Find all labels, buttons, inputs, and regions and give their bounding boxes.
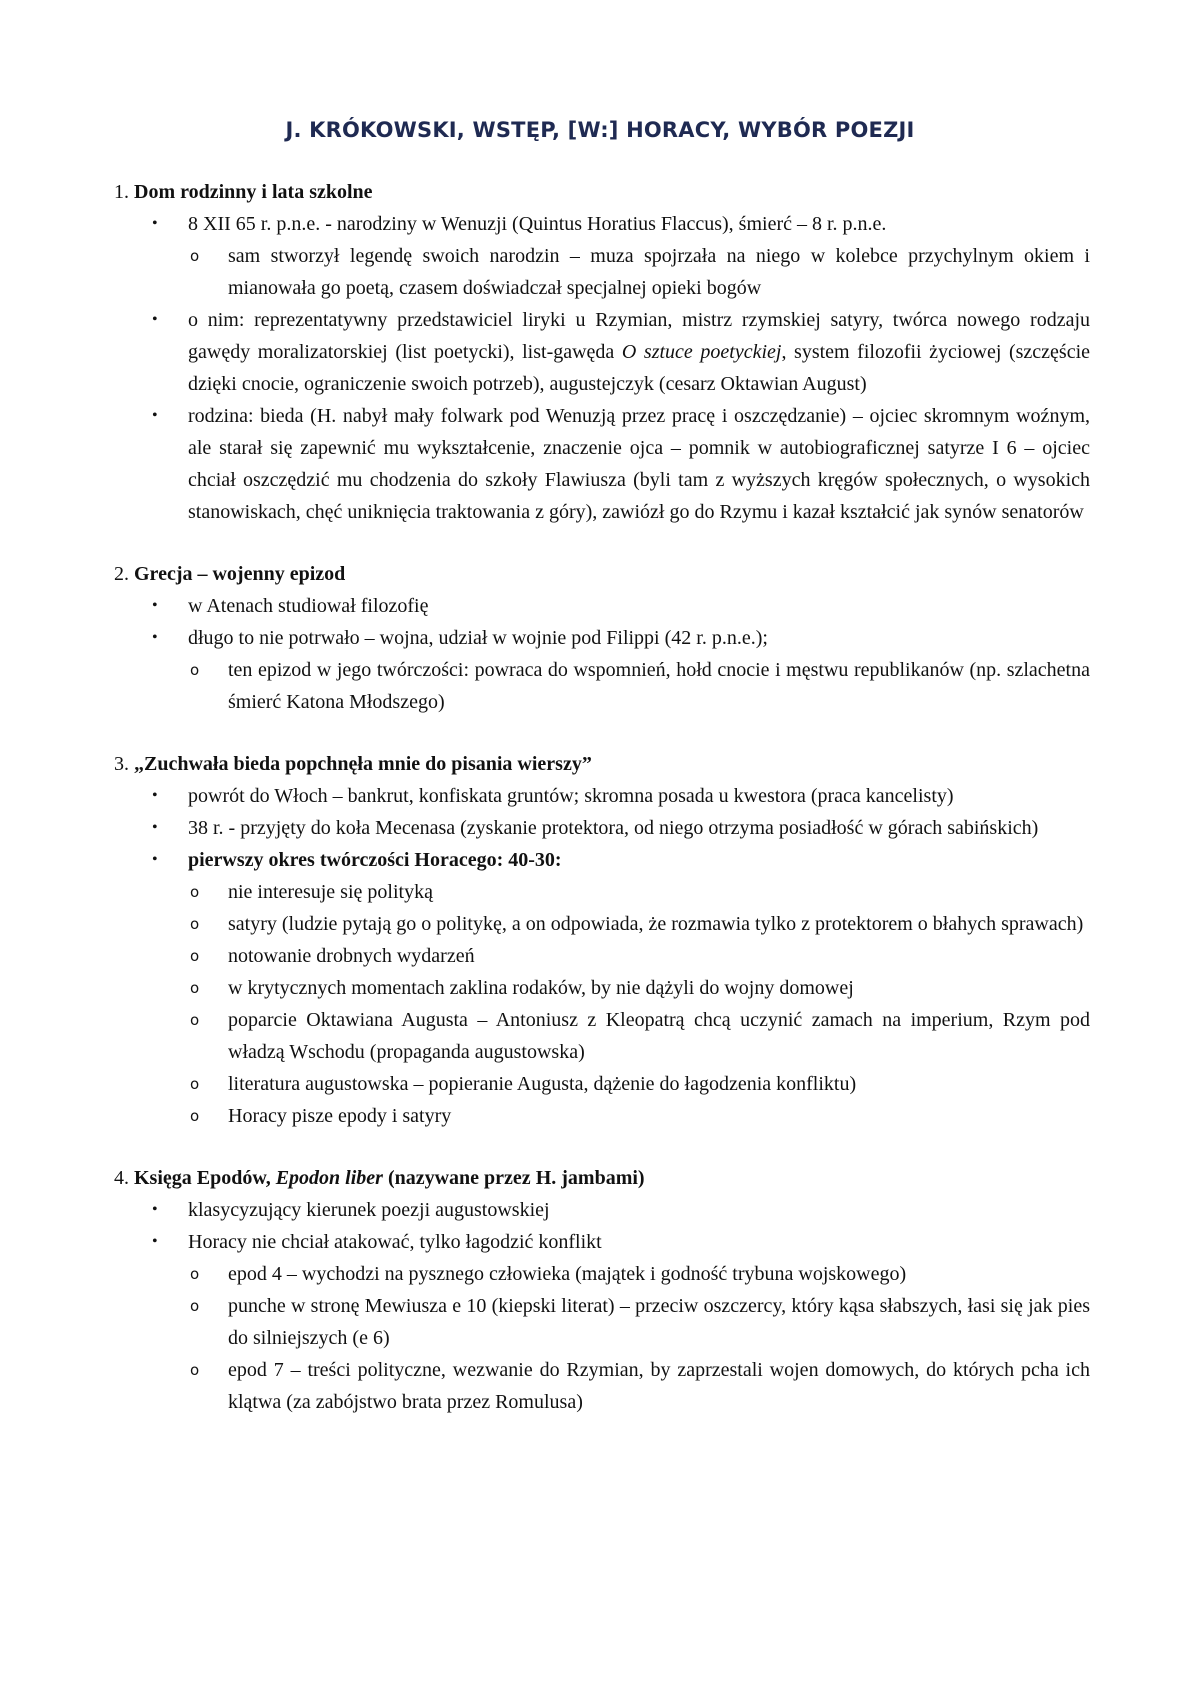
circle-bullet-icon: o — [190, 1297, 200, 1315]
bullet-icon: • — [152, 819, 158, 836]
sub-list-item: o epod 7 – treści polityczne, wezwanie do Rzymian, by zaprzestali wojen domowych, do których pcha ich klątwa (za zabójstwo brata przez Romulusa) — [188, 1354, 1090, 1418]
circle-bullet-icon: o — [190, 979, 200, 997]
section-1 — [114, 176, 1090, 528]
sub-list-item: o w krytycznych momentach zaklina rodaków, by nie dążyli do wojny domowej — [188, 972, 1090, 1004]
section-heading: 1. Dom rodzinny i lata szkolne — [114, 181, 373, 203]
circle-bullet-icon: o — [190, 1361, 200, 1379]
bullet-icon: • — [152, 407, 158, 424]
sub-list-item: o ten epizod w jego twórczości: powraca do wspomnień, hołd cnocie i męstwu republikanów (np. szlachetna śmierć Katona Młodszego) — [188, 654, 1090, 718]
bullet-icon: • — [152, 1201, 158, 1218]
sub-list-item: o punche w stronę Mewiusza e 10 (kiepski literat) – przeciw oszczercy, który kąsa słabszych, łasi się jak pies do silniejszych (e 6) — [188, 1290, 1090, 1354]
document-body — [114, 176, 1090, 1418]
section-2 — [114, 558, 1090, 718]
bullet-icon: • — [152, 215, 158, 232]
bullet-icon: • — [152, 851, 158, 868]
bullet-icon: • — [152, 597, 158, 614]
sub-list-item: o literatura augustowska – popieranie Augusta, dążenie do łagodzenia konfliktu) — [188, 1068, 1090, 1100]
circle-bullet-icon: o — [190, 1265, 200, 1283]
section-3 — [114, 748, 1090, 1132]
circle-bullet-icon: o — [190, 661, 200, 679]
sub-list-item: o epod 4 – wychodzi na pysznego człowieka (majątek i godność trybuna wojskowego) — [188, 1258, 1090, 1290]
section-4 — [114, 1162, 1090, 1418]
list-item: • pierwszy okres twórczości Horacego: 40-30: o nie interesuje się polityką o satyry (ludzie pytają go o politykę, a on odpowiada, że rozmawia tylko z protektorem o błahych sprawach) o notowanie drobnych wydarzeń o w krytycznych momentach zaklina rodaków, by nie dążyli do wojny domowej o poparcie Oktawiana Augusta – Antoniusz z Kleopatrą chcą uczynić zamach na imperium, Rzym pod władzą Wschodu (propaganda augustowska) o literatura augustowska – popieranie Augusta, dążenie do łagodzenia konfliktu) o Horacy pisze epody i satyry — [114, 844, 1090, 1132]
circle-bullet-icon: o — [190, 1075, 200, 1093]
list-item: • 8 XII 65 r. p.n.e. - narodziny w Wenuzji (Quintus Horatius Flaccus), śmierć – 8 r. p.n.e. o sam stworzył legendę swoich narodzin – muza spojrzała na niego w kolebce przychylnym okiem i mianowała go poetą, czasem doświadczał specjalnej opieki bogów — [114, 208, 1090, 304]
section-heading: 4. Księga Epodów, Epodon liber (nazywane przez H. jambami) — [114, 1167, 645, 1189]
list-item: • Horacy nie chciał atakować, tylko łagodzić konflikt o epod 4 – wychodzi na pysznego człowieka (majątek i godność trybuna wojskowego) o punche w stronę Mewiusza e 10 (kiepski literat) – przeciw oszczercy, który kąsa słabszych, łasi się jak pies do silniejszych (e 6) o epod 7 – treści polityczne, wezwanie do Rzymian, by zaprzestali wojen domowych, do których pcha ich klątwa (za zabójstwo brata przez Romulusa) — [114, 1226, 1090, 1418]
sub-list-item: o satyry (ludzie pytają go o politykę, a on odpowiada, że rozmawia tylko z protektorem o błahych sprawach) — [188, 908, 1090, 940]
bullet-icon: • — [152, 629, 158, 646]
document-title: J. KRÓKOWSKI, WSTĘP, [W:] HORACY, WYBÓR POEZJI — [285, 118, 915, 142]
list-item: • 38 r. - przyjęty do koła Mecenasa (zyskanie protektora, od niego otrzyma posiadłość w górach sabińskich) — [114, 812, 1090, 844]
circle-bullet-icon: o — [190, 247, 200, 265]
list-item: • rodzina: bieda (H. nabył mały folwark pod Wenuzją przez pracę i oszczędzanie) – ojciec skromnym woźnym, ale starał się zapewnić mu wykształcenie, znaczenie ojca – pomnik w autobiograficznej satyrze I 6 – ojciec chciał oszczędzić mu chodzenia do szkoły Flawiusza (byli tam z wyższych kręgów społecznych, o wysokich stanowiskach, chęć uniknięcia traktowania z góry), zawiózł go do Rzymu i kazał kształcić jak synów senatorów — [114, 400, 1090, 528]
list-item: • klasycyzujący kierunek poezji augustowskiej — [114, 1194, 1090, 1226]
circle-bullet-icon: o — [190, 947, 200, 965]
sub-list-item: o notowanie drobnych wydarzeń — [188, 940, 1090, 972]
sub-list-item: o sam stworzył legendę swoich narodzin – muza spojrzała na niego w kolebce przychylnym okiem i mianowała go poetą, czasem doświadczał specjalnej opieki bogów — [188, 240, 1090, 304]
circle-bullet-icon: o — [190, 915, 200, 933]
sub-list-item: o poparcie Oktawiana Augusta – Antoniusz z Kleopatrą chcą uczynić zamach na imperium, Rzym pod władzą Wschodu (propaganda augustowska) — [188, 1004, 1090, 1068]
sub-list-item: o nie interesuje się polityką — [188, 876, 1090, 908]
section-heading: 2. Grecja – wojenny epizod — [114, 563, 346, 585]
section-heading: 3. „Zuchwała bieda popchnęła mnie do pisania wierszy” — [114, 753, 592, 775]
list-item: • powrót do Włoch – bankrut, konfiskata gruntów; skromna posada u kwestora (praca kancelisty) — [114, 780, 1090, 812]
list-item: • o nim: reprezentatywny przedstawiciel liryki u Rzymian, mistrz rzymskiej satyry, twórca nowego rodzaju gawędy moralizatorskiej (list poetycki), list-gawęda O sztuce poetyckiej, system filozofii życiowej (szczęście dzięki cnocie, ograniczenie swoich potrzeb), augustejczyk (cesarz Oktawian August) — [114, 304, 1090, 400]
bullet-icon: • — [152, 787, 158, 804]
circle-bullet-icon: o — [190, 1107, 200, 1125]
bullet-icon: • — [152, 311, 158, 328]
circle-bullet-icon: o — [190, 883, 200, 901]
bullet-icon: • — [152, 1233, 158, 1250]
list-item: • długo to nie potrwało – wojna, udział w wojnie pod Filippi (42 r. p.n.e.); o ten epizod w jego twórczości: powraca do wspomnień, hołd cnocie i męstwu republikanów (np. szlachetna śmierć Katona Młodszego) — [114, 622, 1090, 718]
circle-bullet-icon: o — [190, 1011, 200, 1029]
sub-list-item: o Horacy pisze epody i satyry — [188, 1100, 1090, 1132]
list-item: • w Atenach studiował filozofię — [114, 590, 1090, 622]
